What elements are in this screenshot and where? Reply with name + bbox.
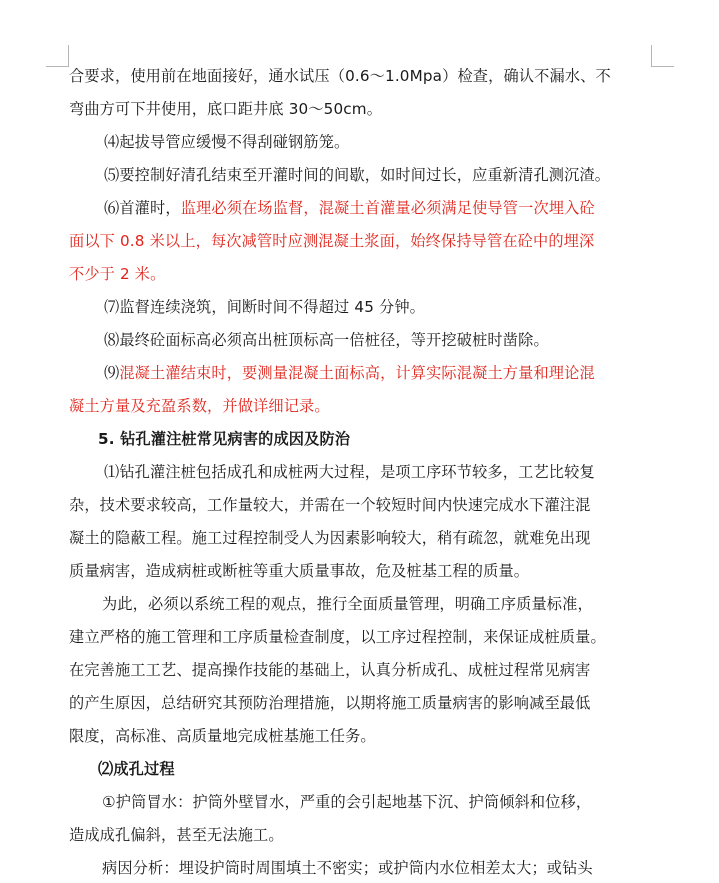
list-item-6-prefix: ⑹首灌时，: [104, 199, 181, 217]
paragraph-line: ①护筒冒水：护筒外壁冒水，严重的会引起地基下沉、护筒倾斜和位移，: [102, 793, 592, 811]
paragraph-line: 质量病害，造成病桩或断桩等重大质量事故，危及桩基工程的质量。: [69, 562, 530, 580]
list-item-9: [104, 358, 595, 388]
paragraph-line: 建立严格的施工管理和工序质量检查制度，以工序过程控制，来保证成桩质量。: [69, 628, 606, 646]
section-heading: 5. 钻孔灌注桩常见病害的成因及防治: [98, 430, 351, 448]
text-line: 弯曲方可下井使用，底口距井底 30～50cm。: [69, 100, 383, 118]
paragraph-line: 限度，高标准、高质量地完成桩基施工任务。: [69, 727, 376, 745]
crop-mark-top-left-horizontal: [46, 66, 69, 67]
crop-mark-top-right-horizontal: [651, 66, 674, 67]
list-item-6: [104, 193, 595, 223]
paragraph-line: 在完善施工工艺、提高操作技能的基础上，认真分析成孔、成桩过程常见病害: [69, 661, 591, 679]
red-highlight-text: 监理必须在场监督，混凝土首灌量必须满足使导管一次埋入砼: [180, 199, 595, 217]
paragraph-line: 病因分析：埋设护筒时周围填土不密实；或护筒内水位相差太大；或钻头: [102, 859, 593, 877]
list-item-4: ⑷起拔导管应缓慢不得刮碰钢筋笼。: [104, 133, 350, 151]
paragraph-line: 凝土的隐蔽工程。施工过程控制受人为因素影响较大，稍有疏忽，就难免出现: [69, 529, 591, 547]
paragraph-line: 的产生原因，总结研究其预防治理措施，以期将施工质量病害的影响减至最低: [69, 694, 591, 712]
list-item-5: ⑸要控制好清孔结束至开灌时间的间歇，如时间过长，应重新清孔测沉渣。: [104, 166, 611, 184]
paragraph-line: 为此，必须以系统工程的观点，推行全面质量管理，明确工序质量标准，: [102, 595, 593, 613]
list-item-8: ⑻最终砼面标高必须高出桩顶标高一倍桩径，等开挖破桩时凿除。: [104, 331, 549, 349]
red-highlight-text: 不少于 2 米。: [69, 265, 166, 283]
red-highlight-text: 混凝土灌结束时，要测量混凝土面标高，计算实际混凝土方量和理论混: [119, 364, 595, 382]
paragraph-line: 杂，技术要求较高，工作量较大，并需在一个较短时间内快速完成水下灌注混: [69, 496, 591, 514]
subsection-heading: ⑵成孔过程: [98, 760, 175, 778]
crop-mark-top-right-vertical: [651, 45, 652, 67]
list-item-9-prefix: ⑼: [104, 364, 120, 382]
red-highlight-text: 凝土方量及充盈系数，并做详细记录。: [69, 397, 330, 415]
red-highlight-text: 面以下 0.8 米以上，每次减管时应测混凝土浆面，始终保持导管在砼中的埋深: [69, 232, 595, 250]
paragraph-line: 造成成孔偏斜，甚至无法施工。: [69, 826, 284, 844]
text-line: 合要求，使用前在地面接好，通水试压（0.6～1.0Mpa）检查，确认不漏水、不: [69, 67, 611, 85]
list-item-7: ⑺监督连续浇筑，间断时间不得超过 45 分钟。: [104, 298, 425, 316]
paragraph-line: ⑴钻孔灌注桩包括成孔和成桩两大过程，是项工序环节较多，工艺比较复: [104, 463, 595, 481]
